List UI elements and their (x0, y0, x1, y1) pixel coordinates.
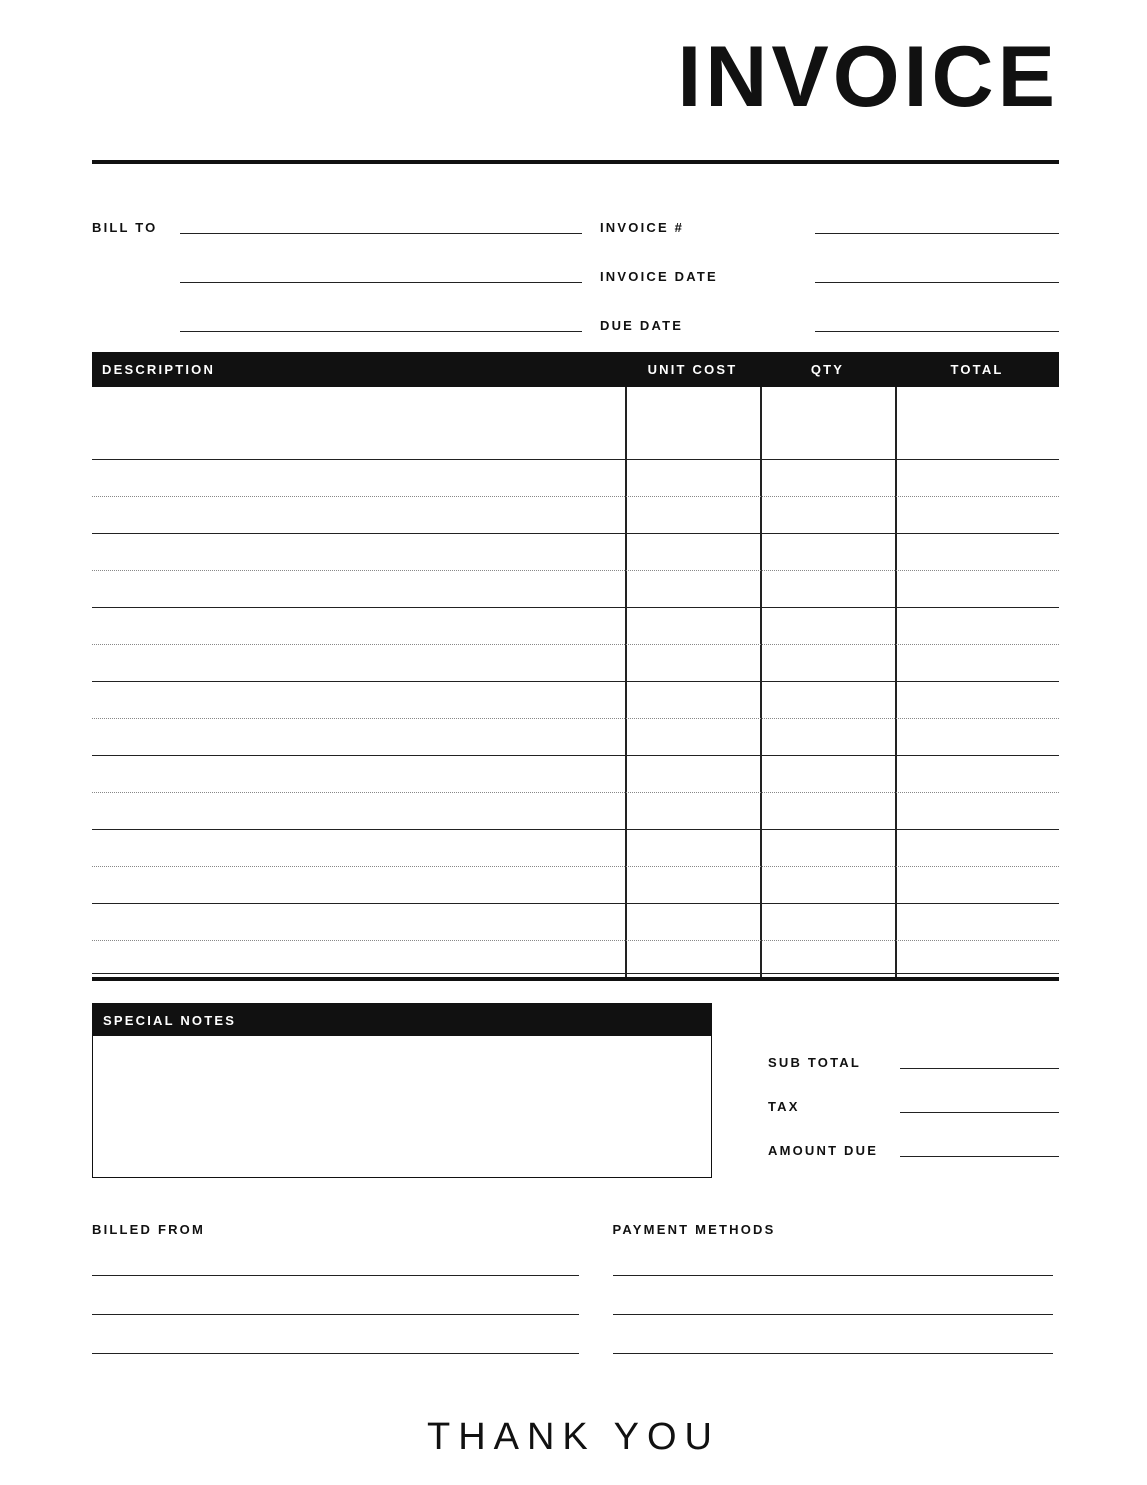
payment-methods-label: PAYMENT METHODS (612, 1222, 776, 1237)
invoice-date-row (600, 239, 1059, 288)
table-row-guide (92, 496, 1059, 497)
invoice-number-input[interactable] (815, 233, 1059, 234)
bill-to-spacer-2 (92, 333, 180, 337)
column-divider-2 (760, 387, 762, 977)
bill-to-row-1 (92, 190, 582, 239)
billed-from-block (92, 1222, 576, 1354)
totals-block (768, 1030, 1059, 1162)
column-header-unit-cost: UNIT COST (647, 362, 738, 377)
bill-to-input-2[interactable] (180, 282, 582, 283)
table-body[interactable] (92, 387, 1059, 977)
invoice-number-row (600, 190, 1059, 239)
subtotal-label: SUB TOTAL (768, 1055, 861, 1070)
tax-row (768, 1074, 1059, 1118)
amount-due-label: AMOUNT DUE (768, 1143, 879, 1158)
invoice-meta-section (92, 190, 1059, 333)
invoice-date-label: INVOICE DATE (600, 269, 718, 284)
column-divider-3 (895, 387, 897, 977)
payment-methods-input-2[interactable] (613, 1314, 1053, 1315)
payment-methods-block (576, 1222, 1060, 1354)
subtotal-row (768, 1030, 1059, 1074)
table-row-guide (92, 570, 1059, 571)
amount-due-input[interactable] (900, 1156, 1059, 1157)
payment-methods-input-3[interactable] (613, 1353, 1053, 1354)
table-row[interactable] (92, 829, 1059, 830)
table-bottom-rule (92, 977, 1059, 981)
special-notes-box[interactable] (92, 1003, 712, 1178)
table-row-guide (92, 940, 1059, 941)
billed-from-input-1[interactable] (92, 1275, 579, 1276)
due-date-input[interactable] (815, 331, 1059, 332)
invoice-number-label: INVOICE # (600, 220, 685, 235)
column-header-total: TOTAL (950, 362, 1004, 377)
title-divider (92, 160, 1059, 164)
invoice-details-block (600, 190, 1059, 337)
column-divider-1 (625, 387, 627, 977)
bill-to-label: BILL TO (92, 220, 158, 235)
invoice-date-input[interactable] (815, 282, 1059, 283)
subtotal-input[interactable] (900, 1068, 1059, 1069)
billed-from-input-2[interactable] (92, 1314, 579, 1315)
due-date-row (600, 288, 1059, 337)
table-row[interactable] (92, 755, 1059, 756)
table-row[interactable] (92, 973, 1059, 974)
title-area (92, 29, 1059, 144)
bill-to-block (92, 190, 582, 337)
bill-to-spacer-1 (92, 284, 180, 288)
bill-to-input-1[interactable] (180, 233, 582, 234)
table-row[interactable] (92, 607, 1059, 608)
table-row[interactable] (92, 903, 1059, 904)
line-items-table (92, 352, 1059, 977)
table-row-guide (92, 718, 1059, 719)
billed-from-label: BILLED FROM (92, 1222, 206, 1237)
table-row-guide (92, 792, 1059, 793)
special-notes-header (93, 1004, 711, 1036)
table-row[interactable] (92, 681, 1059, 682)
thank-you-message: THANK YOU (426, 1416, 720, 1458)
page-title: INVOICE (677, 29, 1059, 125)
table-row[interactable] (92, 533, 1059, 534)
bill-to-row-2 (92, 239, 582, 288)
tax-label: TAX (768, 1099, 800, 1114)
footer-section (92, 1222, 1059, 1354)
due-date-label: DUE DATE (600, 318, 684, 333)
table-row-guide (92, 866, 1059, 867)
bill-to-row-3 (92, 288, 582, 337)
bill-to-input-3[interactable] (180, 331, 582, 332)
tax-input[interactable] (900, 1112, 1059, 1113)
special-notes-input[interactable] (93, 1036, 711, 1209)
table-row-guide (92, 644, 1059, 645)
column-header-qty: QTY (810, 362, 845, 377)
billed-from-input-3[interactable] (92, 1353, 579, 1354)
payment-methods-input-1[interactable] (613, 1275, 1053, 1276)
amount-due-row (768, 1118, 1059, 1162)
column-header-description: DESCRIPTION (102, 362, 216, 377)
special-notes-label: SPECIAL NOTES (103, 1012, 237, 1028)
table-row[interactable] (92, 459, 1059, 460)
table-header-row (92, 352, 1059, 387)
